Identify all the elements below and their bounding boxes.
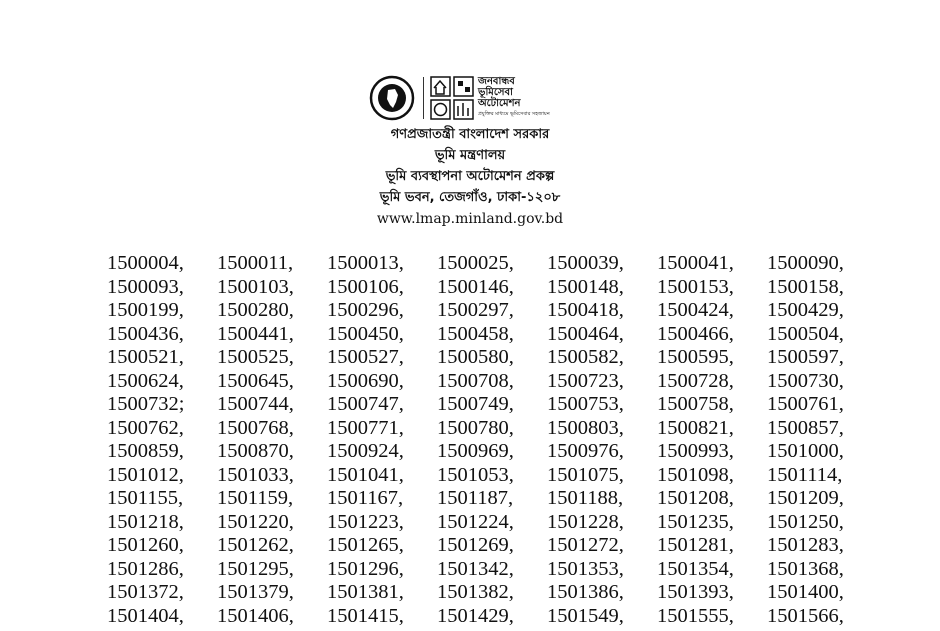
number-item: 1500158,	[767, 275, 844, 298]
number-item: 1501429,	[437, 604, 514, 627]
number-item: 1501386,	[547, 581, 624, 603]
number-item: 1501033,	[217, 463, 294, 486]
number-item: 1501041,	[327, 463, 404, 486]
number-item: 1500708,	[437, 369, 514, 392]
number-item: 1501159,	[217, 487, 294, 509]
number-item: 1500424,	[657, 299, 734, 321]
number-item: 1501354,	[657, 557, 734, 580]
number-item: 1500780,	[437, 416, 514, 439]
number-item: 1501415,	[327, 604, 404, 627]
number-item: 1500436,	[107, 322, 184, 345]
number-item: 1500458,	[437, 322, 514, 345]
number-item: 1500645,	[217, 369, 294, 392]
number-item: 1501012,	[107, 463, 184, 486]
number-item: 1500441,	[217, 322, 294, 345]
number-item: 1500418,	[547, 299, 624, 321]
number-item: 1501295,	[217, 557, 294, 580]
number-item: 1500199,	[107, 299, 184, 321]
number-item: 1500525,	[217, 346, 294, 368]
number-item: 1501549,	[547, 604, 624, 627]
number-item: 1500103,	[217, 275, 294, 298]
number-item: 1501272,	[547, 534, 624, 556]
number-item: 1501053,	[437, 463, 514, 486]
number-item: 1500025,	[437, 252, 514, 274]
number-item: 1501283,	[767, 534, 844, 556]
number-item: 1500429,	[767, 299, 844, 321]
number-item: 1501208,	[657, 487, 734, 509]
logo-divider	[423, 77, 424, 119]
number-item: 1501155,	[107, 487, 184, 509]
number-item: 1500521,	[107, 346, 184, 368]
number-item: 1501260,	[107, 534, 184, 556]
number-item: 1500744,	[217, 393, 294, 415]
number-item: 1500153,	[657, 275, 734, 298]
number-item: 1500749,	[437, 393, 514, 415]
number-item: 1501223,	[327, 510, 404, 533]
number-item: 1500969,	[437, 440, 514, 462]
number-item: 1500450,	[327, 322, 404, 345]
number-item: 1500013,	[327, 252, 404, 274]
number-item: 1501075,	[547, 463, 624, 486]
number-item: 1500595,	[657, 346, 734, 368]
number-item: 1501250,	[767, 510, 844, 533]
number-item: 1500039,	[547, 252, 624, 274]
number-item: 1500768,	[217, 416, 294, 439]
number-item: 1500090,	[767, 252, 844, 274]
number-item: 1501000,	[767, 440, 844, 462]
number-item: 1500148,	[547, 275, 624, 298]
header-logos	[369, 73, 569, 123]
number-item: 1501379,	[217, 581, 294, 603]
number-item: 1500004,	[107, 252, 184, 274]
number-item: 1501566,	[767, 604, 844, 627]
number-item: 1501372,	[107, 581, 184, 603]
number-item: 1501393,	[657, 581, 734, 603]
number-item: 1500747,	[327, 393, 404, 415]
number-item: 1501368,	[767, 557, 844, 580]
number-item: 1500011,	[217, 252, 294, 274]
number-item: 1500580,	[437, 346, 514, 368]
number-item: 1500771,	[327, 416, 404, 439]
number-item: 1501167,	[327, 487, 404, 509]
number-item: 1501381,	[327, 581, 404, 603]
ministry-name: ভূমি মন্ত্রণালয়	[434, 148, 506, 163]
number-item: 1501382,	[437, 581, 514, 603]
number-item: 1500146,	[437, 275, 514, 298]
logo-text-line1: জনবান্ধব	[478, 76, 515, 87]
number-item: 1500803,	[547, 416, 624, 439]
number-item: 1501296,	[327, 557, 404, 580]
number-item: 1501281,	[657, 534, 734, 556]
government-name: গণপ্রজাতন্ত্রী বাংলাদেশ সরকার	[390, 127, 550, 142]
number-item: 1501114,	[767, 463, 843, 486]
number-item: 1500993,	[657, 440, 734, 462]
number-item: 1500728,	[657, 369, 734, 392]
number-item: 1501404,	[107, 604, 184, 627]
number-item: 1500464,	[547, 322, 624, 345]
number-item: 1501220,	[217, 510, 294, 533]
number-item: 1500859,	[107, 440, 184, 462]
number-item: 1501224,	[437, 510, 514, 533]
number-item: 1500730,	[767, 369, 844, 392]
number-item: 1501353,	[547, 557, 624, 580]
number-list	[107, 252, 907, 628]
number-item: 1501269,	[437, 534, 514, 556]
number-item: 1501342,	[437, 557, 514, 580]
number-item: 1500041,	[657, 252, 734, 274]
office-address: ভূমি ভবন, তেজগাঁও, ঢাকা-১২০৮	[379, 190, 561, 205]
number-item: 1500582,	[547, 346, 624, 368]
project-name: ভূমি ব্যবস্থাপনা অটোমেশন প্রকল্প	[385, 169, 555, 184]
government-seal-icon	[369, 75, 415, 121]
number-item: 1500597,	[767, 346, 844, 368]
number-item: 1501265,	[327, 534, 404, 556]
number-item: 1501400,	[767, 581, 844, 603]
logo-tagline: প্রযুক্তির মাধ্যমে ভূমিসেবার সহজায়ন	[478, 111, 550, 117]
number-item: 1500624,	[107, 369, 184, 392]
number-item: 1500758,	[657, 393, 734, 415]
number-item: 1501235,	[657, 510, 734, 533]
number-item: 1501228,	[547, 510, 624, 533]
number-item: 1500976,	[547, 440, 624, 462]
number-item: 1501262,	[217, 534, 294, 556]
number-item: 1501098,	[657, 463, 734, 486]
number-item: 1500280,	[217, 299, 294, 321]
number-item: 1500106,	[327, 275, 404, 298]
number-item: 1500857,	[767, 416, 844, 439]
number-item: 1501286,	[107, 557, 184, 580]
number-item: 1500924,	[327, 440, 404, 462]
number-item: 1500723,	[547, 369, 624, 392]
number-item: 1500466,	[657, 322, 734, 345]
number-item: 1500732;	[107, 393, 185, 415]
number-item: 1501188,	[547, 487, 624, 509]
number-item: 1500870,	[217, 440, 294, 462]
logo-text-line3: অটোমেশন	[478, 98, 521, 109]
logo-text-line2: ভূমিসেবা	[478, 87, 513, 98]
website-url: www.lmap.minland.gov.bd	[376, 211, 564, 227]
number-item: 1500093,	[107, 275, 184, 298]
number-item: 1501187,	[437, 487, 514, 509]
number-item: 1500504,	[767, 322, 844, 345]
number-item: 1500297,	[437, 299, 514, 321]
logo-wordmark	[478, 76, 550, 120]
number-item: 1501209,	[767, 487, 844, 509]
letterhead	[0, 124, 940, 230]
number-item: 1500690,	[327, 369, 404, 392]
number-item: 1500296,	[327, 299, 404, 321]
land-service-automation-logo-icon	[430, 76, 474, 120]
number-item: 1501555,	[657, 604, 734, 627]
number-item: 1500527,	[327, 346, 404, 368]
number-item: 1501406,	[217, 604, 294, 627]
number-item: 1501218,	[107, 510, 184, 533]
number-item: 1500761,	[767, 393, 844, 415]
number-item: 1500821,	[657, 416, 734, 439]
number-item: 1500753,	[547, 393, 624, 415]
number-item: 1500762,	[107, 416, 184, 439]
